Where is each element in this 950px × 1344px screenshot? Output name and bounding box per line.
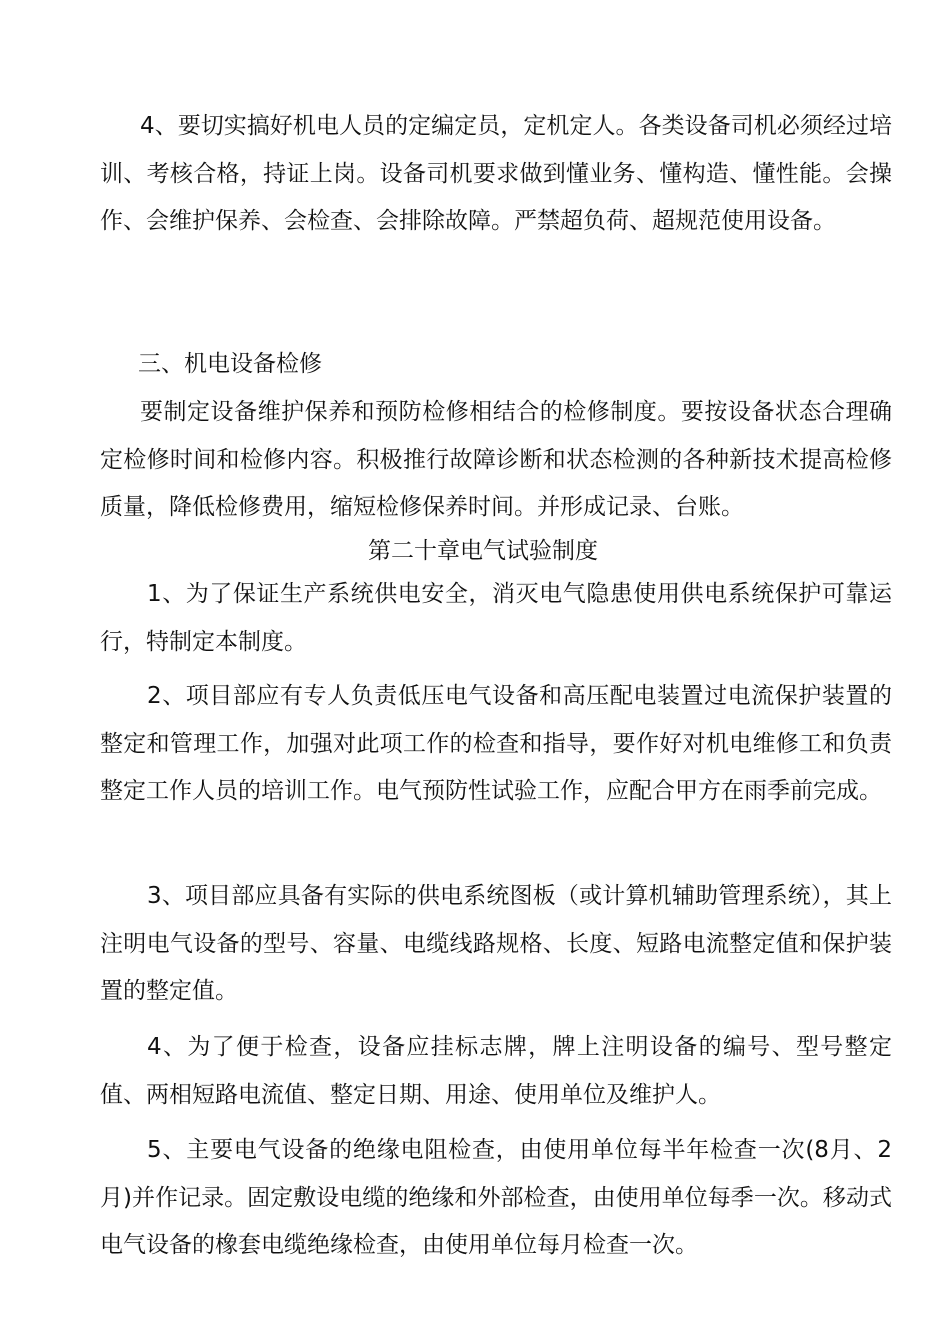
section-three-body: 要制定设备维护保养和预防检修相结合的检修制度。要按设备状态合理确定检修时间和检修内容。积极推行故障诊断和状态检测的各种新技术提高检修质量，降低检修费用，缩短检修保养时间。并形成记录、台账。	[100, 399, 892, 520]
chapter-item-2: 2、项目部应有专人负责低压电气设备和高压配电装置过电流保护装置的整定和管理工作，加强对此项工作的检查和指导，要作好对机电维修工和负责整定工作人员的培训工作。电气预防性试验工作，应配合甲方在雨季前完成。	[100, 683, 892, 804]
chapter-item-5: 5、主要电气设备的绝缘电阻检查，由使用单位每半年检查一次(8月、2月)并作记录。固定敷设电缆的绝缘和外部检查，由使用单位每季一次。移动式电气设备的橡套电缆绝缘检查，由使用单位每月检查一次。	[100, 1137, 892, 1258]
chapter-item-4: 4、为了便于检查，设备应挂标志牌，牌上注明设备的编号、型号整定值、两相短路电流值、整定日期、用途、使用单位及维护人。	[100, 1034, 892, 1108]
chapter-title: 第二十章电气试验制度	[368, 538, 598, 564]
chapter-item-3: 3、项目部应具备有实际的供电系统图板（或计算机辅助管理系统），其上注明电气设备的型号、容量、电缆线路规格、长度、短路电流整定值和保护装置的整定值。	[100, 883, 892, 1004]
section-two-item-4: 4、要切实搞好机电人员的定编定员，定机定人。各类设备司机必须经过培训、考核合格，持证上岗。设备司机要求做到懂业务、懂构造、懂性能。会操作、会维护保养、会检查、会排除故障。严禁超负荷、超规范使用设备。	[100, 113, 892, 234]
chapter-item-1: 1、为了保证生产系统供电安全，消灭电气隐患使用供电系统保护可靠运行，特制定本制度。	[100, 581, 892, 655]
section-three-heading: 三、机电设备检修	[138, 351, 322, 377]
